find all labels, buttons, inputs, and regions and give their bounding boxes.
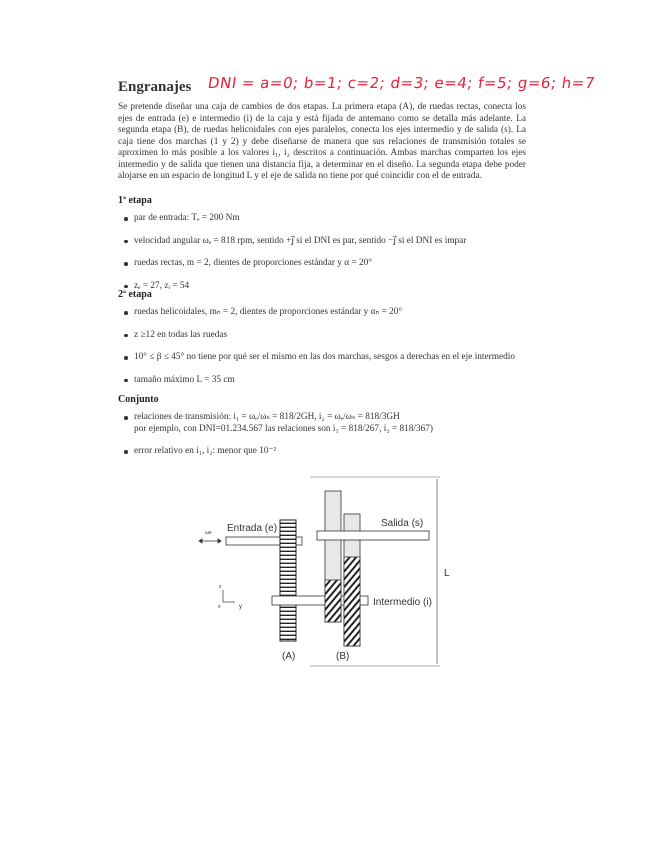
axes-icon [223, 590, 235, 602]
axis-x-label: x [218, 604, 221, 610]
list-item: error relativo en i₁, i₂: menor que 10⁻² [134, 446, 544, 458]
list-item: tamaño máximo L = 35 cm [134, 375, 544, 387]
list-item-continuation: por ejemplo, con DNI=01.234.567 las relaciones son i₁ = 818/267, i₂ = 818/367) [134, 423, 434, 434]
intro-paragraph: Se pretende diseñar una caja de cambios de dos etapas. La primera etapa (A), de ruedas rectas, conecta los ejes de entrada (e) e intermedio (i) de la caja y está fijada de antemano como se detalla más adelante. La segunda etapa (B), de ruedas helicoidales con ejes paralelos, conecta los ejes intermedio y de salida (s). La caja tiene dos marchas (1 y 2) y debe diseñarse de manera que sus relaciones de transmisión totales se aproximen lo más posible a los valores i₁, i₂ descritos a continuación. Ambas marchas comparten los ejes intermedio y de salida que tienen una distancia fija, a determinar en el diseño. La segunda etapa debe poder alojarse en un espacio de longitud L y el eje de salida no tiene por qué coincidir con el de entrada. [118, 102, 526, 181]
list-item: z ≥12 en todas las ruedas [134, 330, 544, 342]
list-item: par de entrada: Tₑ = 200 Nm [134, 213, 544, 225]
length-label: L [444, 568, 450, 579]
double-arrow-icon [199, 539, 221, 543]
axis-y-label: y [239, 604, 242, 610]
list-item: 10° ≤ β ≤ 45° no tiene por qué ser el mismo en las dos marchas, sesgos a derechas en el eje intermedio [134, 352, 544, 364]
label-intermedio: Intermedio (i) [373, 597, 432, 608]
list-item: zₑ = 27, zᵢ = 54 [134, 281, 544, 293]
label-omega: ωe [205, 530, 212, 536]
gear-a [280, 520, 296, 641]
conjunto-heading: Conjunto [118, 394, 159, 405]
label-stage-b: (B) [336, 651, 350, 662]
list-item: ruedas helicoidales, mₙ = 2, dientes de proporciones estándar y αₙ = 20° [134, 307, 544, 319]
label-entrada: Entrada (e) [227, 523, 278, 534]
list-item: velocidad angular ωₑ = 818 rpm, sentido +j⃗ si el DNI es par, sentido −j⃗ si el DNI es impar [134, 236, 544, 248]
label-stage-a: (A) [282, 651, 296, 662]
axis-z-label: z [219, 584, 222, 590]
gear-b1-helical [325, 580, 341, 622]
stage2-heading: 2ª etapa [118, 289, 152, 300]
handwritten-dni-note: DNI = a=0; b=1; c=2; d=3; e=4; f=5; g=6; h=7 [206, 74, 597, 92]
label-salida: Salida (s) [381, 518, 424, 529]
list-item: ruedas rectas, m = 2, dientes de proporciones estándar y α = 20° [134, 258, 544, 270]
output-shaft [317, 531, 429, 540]
stage1-heading: 1ª etapa [118, 195, 152, 206]
page-title: Engranajes [118, 79, 192, 95]
gear-b2-helical [344, 557, 360, 646]
list-item: relaciones de transmisión: i₁ = ωₑ/ωₛ = 818/2GH, i₂ = ωₑ/ωₛ = 818/3GH [134, 412, 544, 424]
